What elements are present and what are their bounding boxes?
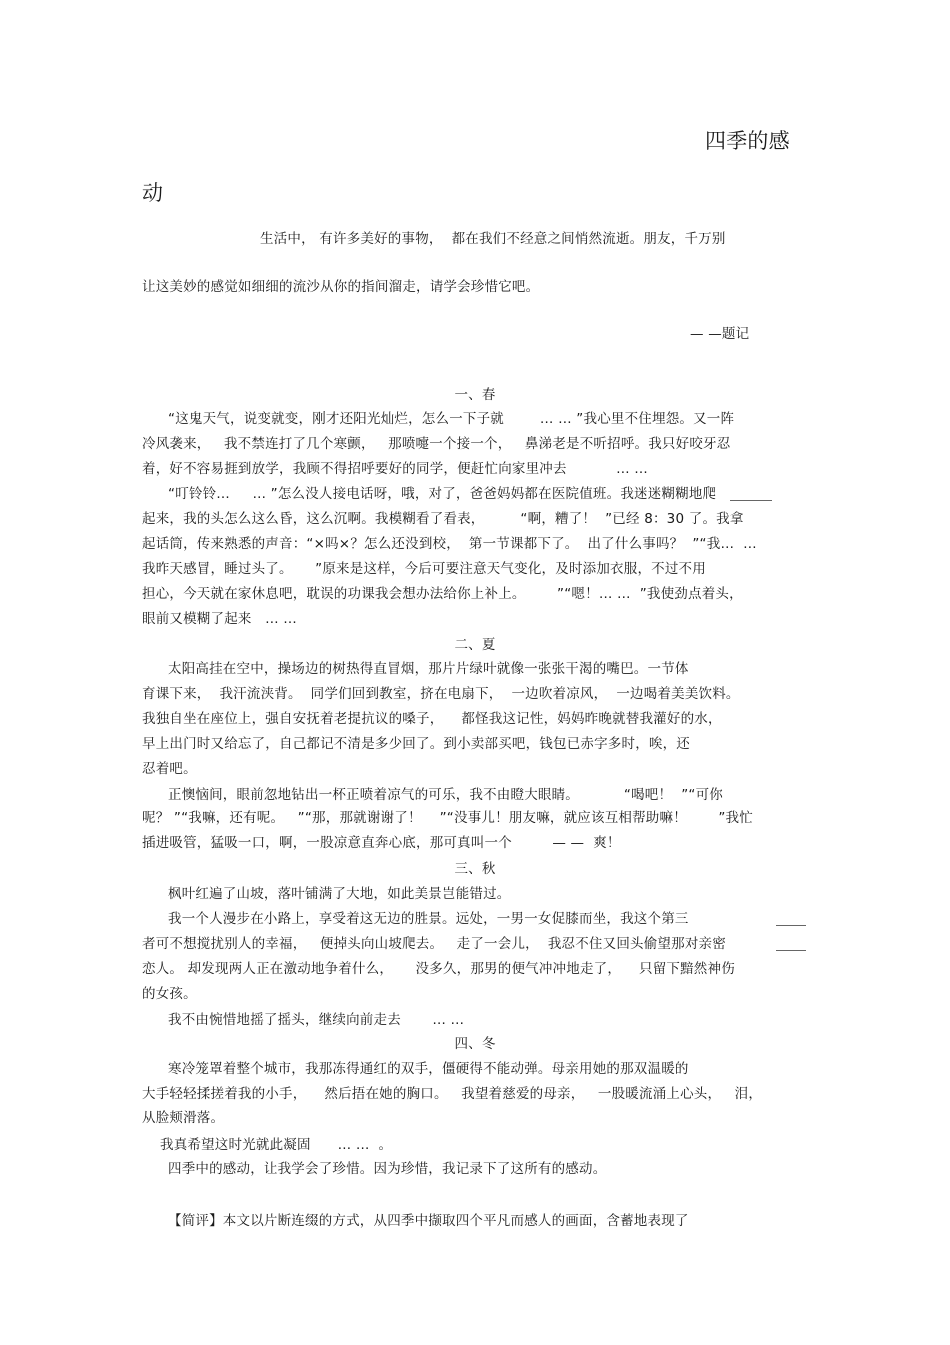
spring-line: 起话筒，传来熟悉的声音：“×吗×？怎么还没到校， 第一节课都下了。 出了什么事吗？ ”“我… … (142, 536, 757, 552)
summer-line: 早上出门时又给忘了，自己都记不清是多少回了。到小卖部买吧，钱包已赤字多时，唉，还 (142, 736, 690, 752)
autumn-line: 恋人。 却发现两人正在激动地争着什么， 没多久，那男的便气冲冲地走了， 只留下黯然神伤 (142, 961, 735, 977)
spring-line: 眼前又模糊了起来 … … (142, 611, 297, 627)
section-heading-spring: 一、春 (454, 387, 496, 403)
autumn-line: 的女孩。 (142, 986, 197, 1002)
epigraph-attribution: — —题记 (690, 326, 750, 342)
summer-line: 忍着吧。 (142, 761, 197, 777)
section-heading-winter: 四、冬 (454, 1036, 496, 1052)
underline-rule (730, 500, 772, 501)
autumn-line: 枫叶红遍了山坡，落叶铺满了大地，如此美景岂能错过。 (168, 886, 511, 902)
autumn-line: 我一个人漫步在小路上，享受着这无边的胜景。远处，一男一女促膝而坐，我这个第三 (168, 911, 689, 927)
summer-line: 正懊恼间，眼前忽地钻出一杯正喷着凉气的可乐，我不由瞪大眼睛。 “喝吧！ ”“可你 (168, 787, 723, 803)
winter-line: 寒冷笼罩着整个城市，我那冻得通红的双手，僵硬得不能动弹。母亲用她的那双温暖的 (168, 1061, 689, 1077)
epigraph-line-1: 生活中， 有许多美好的事物， 都在我们不经意之间悄然流逝。朋友，千万别 (260, 231, 726, 247)
title-part-2: 动 (142, 181, 164, 205)
underline-rule (776, 925, 806, 926)
winter-line: 我真希望这时光就此凝固 … … 。 (160, 1137, 393, 1153)
autumn-line: 者可不想搅扰别人的幸福， 便掉头向山坡爬去。 走了一会儿， 我忍不住又回头偷望那对亲密 (142, 936, 726, 952)
spring-line: 着，好不容易捱到放学，我顾不得招呼要好的同学，便赶忙向家里冲去 … … (142, 461, 648, 477)
brief-comment: 【简评】本文以片断连缀的方式，从四季中撷取四个平凡而感人的画面，含蓄地表现了 (168, 1213, 689, 1229)
underline-rule (776, 950, 806, 951)
spring-line: 我昨天感冒，睡过头了。 ”原来是这样，今后可要注意天气变化，及时添加衣服，不过不用 (142, 561, 706, 577)
summer-line: 太阳高挂在空中，操场边的树热得直冒烟，那片片绿叶就像一张张干渴的嘴巴。一节体 (168, 661, 689, 677)
winter-line: 从脸颊滑落。 (142, 1110, 225, 1126)
title-part-1: 四季的感 (705, 129, 790, 153)
summer-line: 育课下来， 我汗流浃背。 同学们回到教室，挤在电扇下， 一边吹着凉风， 一边喝着美美饮料。 (142, 686, 740, 702)
spring-line: 担心，今天就在家休息吧，耽误的功课我会想办法给你上补上。 ”“嗯！… … ”我使劲点着头， (142, 586, 743, 602)
autumn-line: 我不由惋惜地摇了摇头，继续向前走去 … … (168, 1012, 465, 1028)
winter-line: 大手轻轻揉搓着我的小手， 然后捂在她的胸口。 我望着慈爱的母亲， 一股暖流涌上心头， 泪， (142, 1086, 763, 1102)
spring-line: “这鬼天气，说变就变，刚才还阳光灿烂，怎么一下子就 … … ”我心里不住埋怨。又一阵 (168, 411, 735, 427)
winter-line: 四季中的感动，让我学会了珍惜。因为珍惜，我记录下了这所有的感动。 (168, 1161, 607, 1177)
epigraph-line-2: 让这美妙的感觉如细细的流沙从你的指间溜走，请学会珍惜它吧。 (142, 279, 540, 295)
spring-line: 冷风袭来， 我不禁连打了几个寒颤， 那喷嚏一个接一个， 鼻涕老是不听招呼。我只好咬牙忍 (142, 436, 731, 452)
section-heading-summer: 二、夏 (454, 637, 496, 653)
section-heading-autumn: 三、秋 (454, 861, 496, 877)
spring-line: 起来，我的头怎么这么昏，这么沉啊。我模糊看了看表， “啊，糟了！ ”已经 8：30 了。我拿 (142, 511, 744, 527)
summer-line: 插进吸管，猛吸一口，啊，一股凉意直奔心底，那可真叫一个 — — 爽！ (142, 835, 621, 851)
summer-line: 我独自坐在座位上，强自安抚着老提抗议的嗓子， 都怪我这记性，妈妈昨晚就替我灌好的水， (142, 711, 722, 727)
spring-line: “叮铃铃… … ”怎么没人接电话呀，哦，对了，爸爸妈妈都在医院值班。我迷迷糊糊地爬 (168, 486, 717, 502)
summer-line: 呢？ ”“我嘛，还有呢。 ”“那，那就谢谢了！ ”“没事儿！朋友嘛，就应该互相帮助嘛！ ”我忙 (142, 810, 753, 826)
